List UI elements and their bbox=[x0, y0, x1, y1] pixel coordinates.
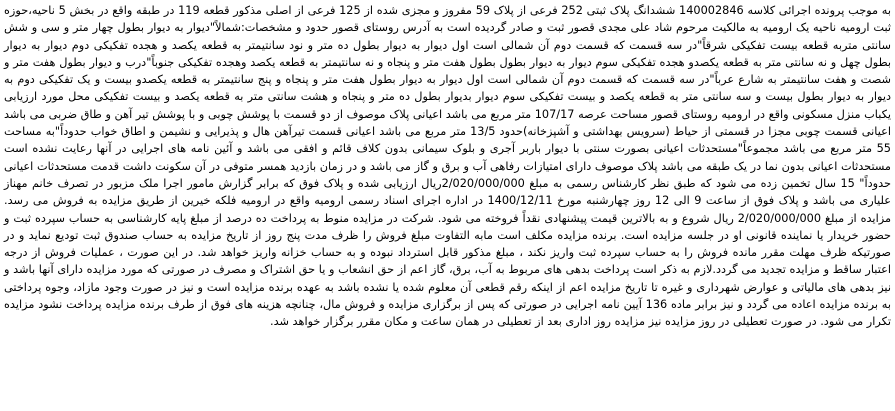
notice-body: به موجب پرونده اجرائی کلاسه 140002846 ششدانگ پلاک ثبتی 252 فرعی از پلاک 59 مفروز و مجزی شده از 125 فرعی از اصلی مذکور قطعه 119 در طبقه واقع در بخش 5 ناحیه،حوزه ثبت ارومیه ناحیه یک ارومیه به مالکیت مرحوم شاد علی مجدی قصور ثبت و صادر گردیده است به آدرس روستای قصور حدود و مشخصات:شمالاً"دیوار به دیوار بطول چهار متر و سی و شش سانتی متربه قطعه بیست تفکیکی شرقاً"در سه قسمت که قسمت دوم آن شمالی است اول دیوار به دیوار بطول ده متر و نود سانتیمتر به قطعه یکصد و هجده تفکیکی دوم دیوار به دیوار بطول چهل و نه سانتی متر به قطعه یکصدو هجده تفکیکی سوم دیوار به دیوار بطول بطول هفت متر و پنجاه و نه سانتیمتر به قطعه یکصد وهجده تفکیکی جنوباً"درب و دیوار بطول هفت متر و شصت و هفت سانتیمتر به شارع عرباً"در سه قسمت که قسمت دوم آن شمالی است اول دیوار به دیوار بطول هفت متر و پنجاه و پنج سانتیمتر به قطعه یکصدو بیست و یک تفکیکی دوم به دیوار به دیوار بطول بیست و سه سانتی متر به قطعه یکصد و بیست تفکیکی سوم دیوار بدیوار بطول ده متر و پنجاه و هشت سانتی متر به قطعه یکصد و بیست تفکیکی محل مورد ارزیابی یکباب منزل مسکونی واقع در ارومیه روستای قصور مساحت عرصه 107/17 متر مربع می باشد اعیانی پلاک موصوف از دو قسمت با پوشش چوبی و با پوشش تیر آهن و طاق ضربی می باشد اعیانی قسمت چوبی مجزا در قسمتی از حیاط (سرویس بهداشتی و آشپزخانه)حدود 13/5 متر مربع می باشد اعیانی قسمت تیرآهن هال و پذیرایی و نشیمن و اطاق خواب حدوداً"به مساحت 55 متر مربع می باشد مجموعاً"مستحدثات اعیانی بصورت سنتی با دیوار باربر آجری و بلوک سیمانی بدون کلاف قائم و افقی می باشد و آئین نامه های اجرایی در آنها رعایت نشده است مستحدثات اعیانی بدون نما در یک طبقه می باشد پلاک موصوف دارای امتیازات رفاهی آب و برق و گاز می باشد و در زمان بازدید همسر متوفی در آن سکونت داشت قدمت مستحدثات اعیانی حدوداً" 15 سال تخمین زده می شود که طبق نظر کارشناس رسمی به مبلغ 2/020/000/000ریال ارزیابی شده و پلاک فوق که برابر گزارش مامور اجرا ملک مزبور در تصرف خانم مهناز علیاری می باشد و پلاک فوق از ساعت 9 الی 12 روز چهارشنبه مورخ 1400/12/11 در اداره اجرای اسناد رسمی ارومیه واقع در ارومیه فلکه خیرین از طریق مزایده به فروش می رسد. مزایده از مبلغ 2/020/000/000 ریال شروع و به بالاترین قیمت پیشنهادی نقداً فروخته می شود. شرکت در مزایده منوط به پرداخت ده درصد از مبلغ پایه کارشناسی به حساب سپرده ثبت و حضور خریدار یا نماینده قانونی او در جلسه مزایده است. برنده مزایده مکلف است مابه التفاوت مبلغ فروش را ظرف مدت پنج روز از تاریخ مزایده به حساب صندوق ثبت تودیع نماید و در صورتیکه ظرف مهلت مقرر مانده فروش را به حساب سپرده ثبت واریز نکند ، مبلغ مذکور قابل استرداد نبوده و به حساب خزانه واریز خواهد شد. در این صورت ، عملیات فروش از درجه اعتبار ساقط و مزایده تجدید می گردد.لازم به ذکر است پرداخت بدهی های مربوط به آب، برق، گاز اعم از حق انشعاب و یا حق اشتراک و مصرف در صورتی که مورد مزایده دارای آنها باشد و نیز بدهی های مالیاتی و عوارض شهرداری و غیره تا تاریخ مزایده اعم از اینکه رقم قطعی آن معلوم شده یا نشده باشد به عهده برنده مزایده است و نیز در صورت وجود مازاد، وجوه پرداختی به برنده مزایده اعاده می گردد و نیز برابر ماده 136 آیین نامه اجرایی در صورتی که پس از برگزاری مزایده و فروش مال، چنانچه هزینه های فوق از طرف برنده مزایده پرداخت نشود مزایده تکرار می شود. در صورت تعطیلی در روز مزایده نیز مزایده روز اداری بعد از تعطیلی در همان ساعت و مکان مقرر برگزار خواهد شد. bbox=[4, 4, 892, 329]
